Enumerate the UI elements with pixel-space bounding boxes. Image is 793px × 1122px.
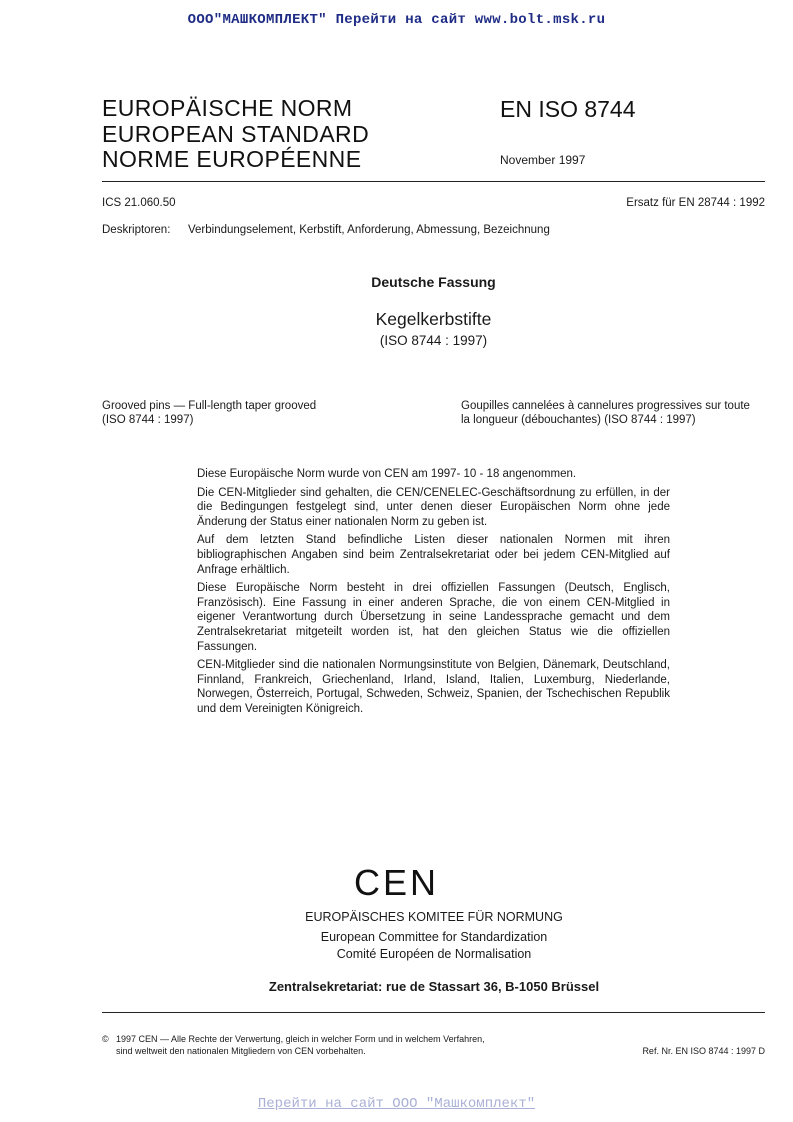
notice-paragraph: Auf dem letzten Stand befindliche Listen dieser nationalen Normen mit ihren bibliographischen Angaben sind beim Zentralsekretariat oder bei jedem CEN-Mitglied auf Anfrage erhältlich. xyxy=(197,534,670,576)
french-title-line: la longueur (débouchantes) (ISO 8744 : 1997) xyxy=(461,414,696,426)
notice-paragraph: Die CEN-Mitglieder sind gehalten, die CEN/CENELEC-Geschäftsordnung zu erfüllen, in der die Bedingungen festgelegt sind, unter denen dieser Europäischen Norm ohne jede Änderung der Status einer nationalen Norm zu geben ist. xyxy=(197,486,670,528)
reference-number: Ref. Nr. EN ISO 8744 : 1997 D xyxy=(642,1046,765,1056)
french-title xyxy=(461,399,771,427)
publication-date: November 1997 xyxy=(500,153,586,167)
copyright-notice xyxy=(102,1034,485,1057)
english-title-line: (ISO 8744 : 1997) xyxy=(102,414,194,426)
notice-paragraph: Diese Europäische Norm wurde von CEN am 1997- 10 - 18 angenommen. xyxy=(197,468,577,480)
notice-paragraph: CEN-Mitglieder sind die nationalen Normungsinstitute von Belgien, Dänemark, Deutschland, Finnland, Frankreich, Griechenland, Irland, Island, Italien, Luxemburg, Niederlande, Norwegen, Österreich, Portugal, Schweden, Schweiz, Spanien, der Tschechischen Republik und dem Vereinigten Königreich. xyxy=(197,659,670,715)
committee-name-en: European Committee for Standardization xyxy=(320,930,548,944)
header-divider xyxy=(102,181,765,182)
footer-site-link[interactable]: Перейти на сайт ООО "Машкомплект" xyxy=(257,1096,536,1112)
replaces-note: Ersatz für EN 28744 : 1992 xyxy=(626,197,765,209)
ics-code: ICS 21.060.50 xyxy=(102,197,176,209)
document-version: Deutsche Fassung xyxy=(371,274,496,290)
copyright-line: 1997 CEN — Alle Rechte der Verwertung, gleich in welcher Form und in welchem Verfahren, xyxy=(116,1034,485,1044)
standard-number: EN ISO 8744 xyxy=(500,96,636,122)
standard-title-block xyxy=(102,96,369,173)
footer-divider xyxy=(102,1012,765,1013)
standard-title-de: EUROPÄISCHE NORM xyxy=(102,95,353,121)
secretariat-address: Zentralsekretariat: rue de Stassart 36, B-1050 Brüssel xyxy=(268,979,600,994)
copyright-line: sind weltweit den nationalen Mitgliedern von CEN vorbehalten. xyxy=(116,1045,366,1056)
header-site-link[interactable]: ООО"МАШКОМПЛЕКТ" Перейти на сайт www.bolt.msk.ru xyxy=(187,12,606,28)
standard-title-en: EUROPEAN STANDARD xyxy=(102,120,370,147)
english-title-line: Grooved pins — Full-length taper grooved xyxy=(102,400,317,412)
cen-logo: CEN xyxy=(353,862,439,903)
french-title-line: Goupilles cannelées à cannelures progressives sur toute xyxy=(461,400,750,412)
standard-title-fr: NORME EUROPÉENNE xyxy=(102,146,362,172)
adoption-notice xyxy=(197,467,670,721)
copyright-icon: © xyxy=(102,1034,109,1044)
descriptors-label: Deskriptoren: xyxy=(102,224,171,236)
notice-paragraph: Diese Europäische Norm besteht in drei offiziellen Fassungen (Deutsch, Englisch, Französisch). Eine Fassung in einer anderen Sprache, die von einem CEN-Mitglied in eigener Verantwortung durch Übersetzung in seine Landessprache gemacht und dem Zentralsekretariat mitgeteilt worden ist, hat den gleichen Status wie die offiziellen Fassungen. xyxy=(197,582,670,653)
english-title xyxy=(102,399,392,427)
document-title: Kegelkerbstifte xyxy=(375,309,492,329)
document-subtitle: (ISO 8744 : 1997) xyxy=(379,333,488,348)
descriptors-value: Verbindungselement, Kerbstift, Anforderung, Abmessung, Bezeichnung xyxy=(188,224,550,236)
committee-name-fr: Comité Européen de Normalisation xyxy=(336,947,532,961)
committee-name-de: EUROPÄISCHES KOMITEE FÜR NORMUNG xyxy=(305,910,563,924)
